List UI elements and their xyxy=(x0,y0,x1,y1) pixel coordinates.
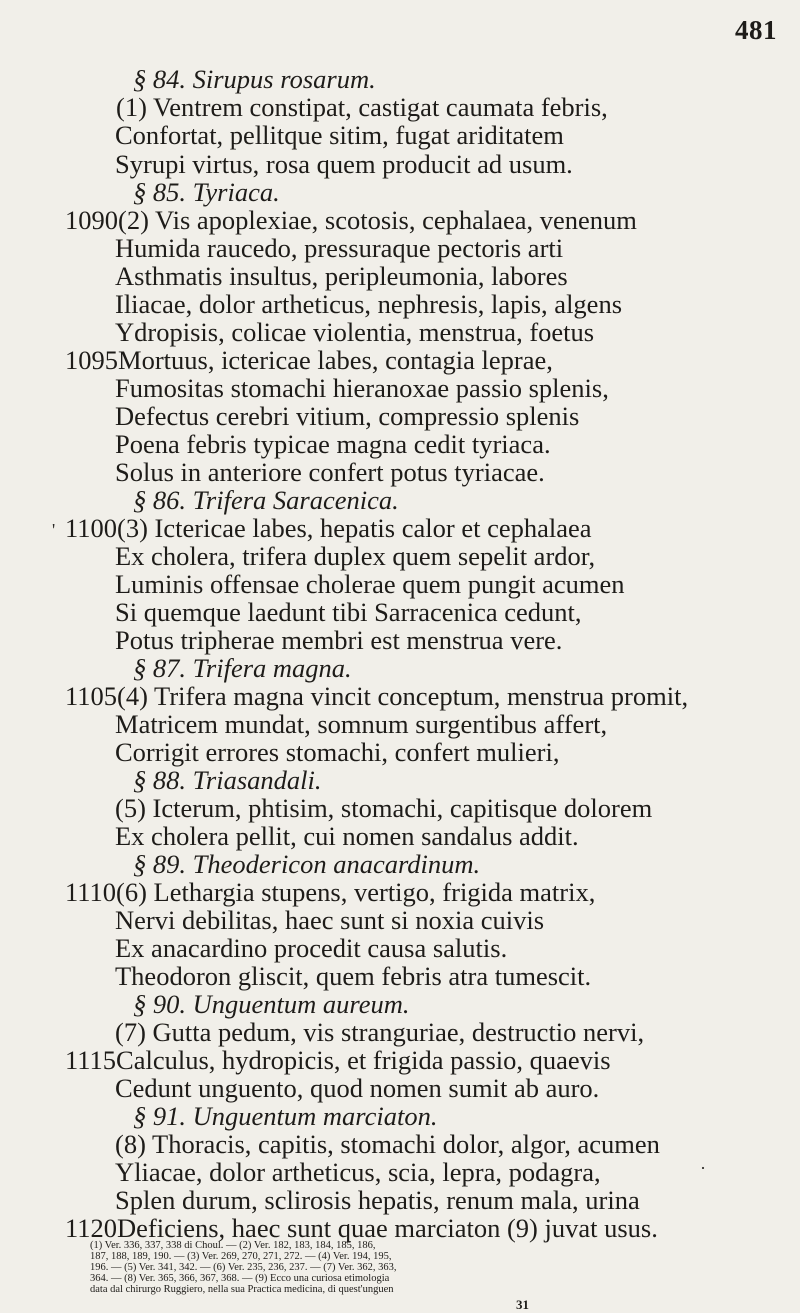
section-heading-90: § 90. Unguentum aureum. xyxy=(133,989,410,1019)
section-heading-86: § 86. Trifera Saracenica. xyxy=(133,485,399,515)
footnote-line: (1) Ver. 336, 337, 338 di Choul. — (2) Ver. 182, 183, 184, 185, 186, xyxy=(90,1240,376,1251)
verse-line: (5) Icterum, phtisim, stomachi, capitisque dolorem xyxy=(115,793,653,823)
verse-line: 1110(6) Lethargia stupens, vertigo, frigida matrix, xyxy=(65,877,596,907)
verse-line: (1) Ventrem constipat, castigat caumata febris, xyxy=(116,92,608,122)
verse-line: Si quemque laedunt tibi Sarracenica cedunt, xyxy=(115,597,582,627)
footnote-line: 364. — (8) Ver. 365, 366, 367, 368. — (9) Ecco una curiosa etimologia xyxy=(90,1273,390,1284)
verse-line: Syrupi virtus, rosa quem producit ad usum. xyxy=(115,149,573,179)
verse-line: 1100(3) Ictericae labes, hepatis calor et cephalaea xyxy=(65,513,592,543)
verse-line: 1095Mortuus, ictericae labes, contagia leprae, xyxy=(65,345,553,375)
verse-line: Potus tripherae membri est menstrua vere. xyxy=(115,625,563,655)
page-number: 481 xyxy=(735,15,777,45)
footnote-line: 187, 188, 189, 190. — (3) Ver. 269, 270, 271, 272. — (4) Ver. 194, 195, xyxy=(90,1251,392,1262)
verse-line: 1105(4) Trifera magna vincit conceptum, menstrua promit, xyxy=(65,681,689,711)
verse-line: Humida raucedo, pressuraque pectoris arti xyxy=(115,233,564,263)
signature-mark: 31 xyxy=(516,1297,529,1312)
verse-line: Iliacae, dolor artheticus, nephresis, lapis, algens xyxy=(115,289,623,319)
section-heading-89: § 89. Theodericon anacardinum. xyxy=(133,849,481,879)
verse-line: Corrigit errores stomachi, confert mulieri, xyxy=(115,737,560,767)
footnote-line: 196. — (5) Ver. 341, 342. — (6) Ver. 235, 236, 237. — (7) Ver. 362, 363, xyxy=(90,1262,397,1273)
verse-line: Cedunt unguento, quod nomen sumit ab auro. xyxy=(115,1073,600,1103)
section-heading-84: § 84. Sirupus rosarum. xyxy=(133,64,376,94)
verse-line: Splen durum, sclirosis hepatis, renum mala, urina xyxy=(115,1185,640,1215)
verse-line: Poena febris typicae magna cedit tyriaca. xyxy=(115,429,551,459)
verse-line: Fumositas stomachi hieranoxae passio splenis, xyxy=(115,373,609,403)
verse-line: Matricem mundat, somnum surgentibus affert, xyxy=(115,709,608,739)
verse-line: Defectus cerebri vitium, compressio splenis xyxy=(115,401,580,431)
section-heading-91: § 91. Unguentum marciaton. xyxy=(133,1101,438,1131)
verse-line: 1090(2) Vis apoplexiae, scotosis, cephalaea, venenum xyxy=(65,205,637,235)
section-heading-87: § 87. Trifera magna. xyxy=(133,653,352,683)
verse-line: Solus in anteriore confert potus tyriacae. xyxy=(115,457,545,487)
verse-line: Theodoron gliscit, quem febris atra tumescit. xyxy=(115,961,592,991)
margin-tick-mark: · xyxy=(700,1158,706,1178)
verse-line: Confortat, pellitque sitim, fugat ariditatem xyxy=(115,120,564,150)
verse-line: Ydropisis, colicae violentia, menstrua, foetus xyxy=(115,317,595,347)
verse-line: Yliacae, dolor artheticus, scia, lepra, podagra, xyxy=(115,1157,601,1187)
footnote-line: data dal chirurgo Ruggiero, nella sua Practica medicina, di quest'unguen xyxy=(90,1284,394,1295)
verse-line: Asthmatis insultus, peripleumonia, labores xyxy=(115,261,568,291)
verse-line: Ex anacardino procedit causa salutis. xyxy=(115,933,508,963)
margin-tick-mark: ' xyxy=(52,520,56,540)
section-heading-85: § 85. Tyriaca. xyxy=(133,177,280,207)
verse-line: 1120Deficiens, haec sunt quae marciaton (9) juvat usus. xyxy=(65,1213,658,1243)
verse-line: (7) Gutta pedum, vis stranguriae, destructio nervi, xyxy=(115,1017,645,1047)
verse-line: (8) Thoracis, capitis, stomachi dolor, algor, acumen xyxy=(115,1129,660,1159)
section-heading-88: § 88. Triasandali. xyxy=(133,765,322,795)
verse-line: Ex cholera, trifera duplex quem sepelit ardor, xyxy=(115,541,596,571)
verse-line: 1115Calculus, hydropicis, et frigida passio, quaevis xyxy=(65,1045,611,1075)
verse-line: Luminis offensae cholerae quem pungit acumen xyxy=(115,569,625,599)
verse-line: Nervi debilitas, haec sunt si noxia cuivis xyxy=(115,905,545,935)
verse-line: Ex cholera pellit, cui nomen sandalus addit. xyxy=(115,821,579,851)
